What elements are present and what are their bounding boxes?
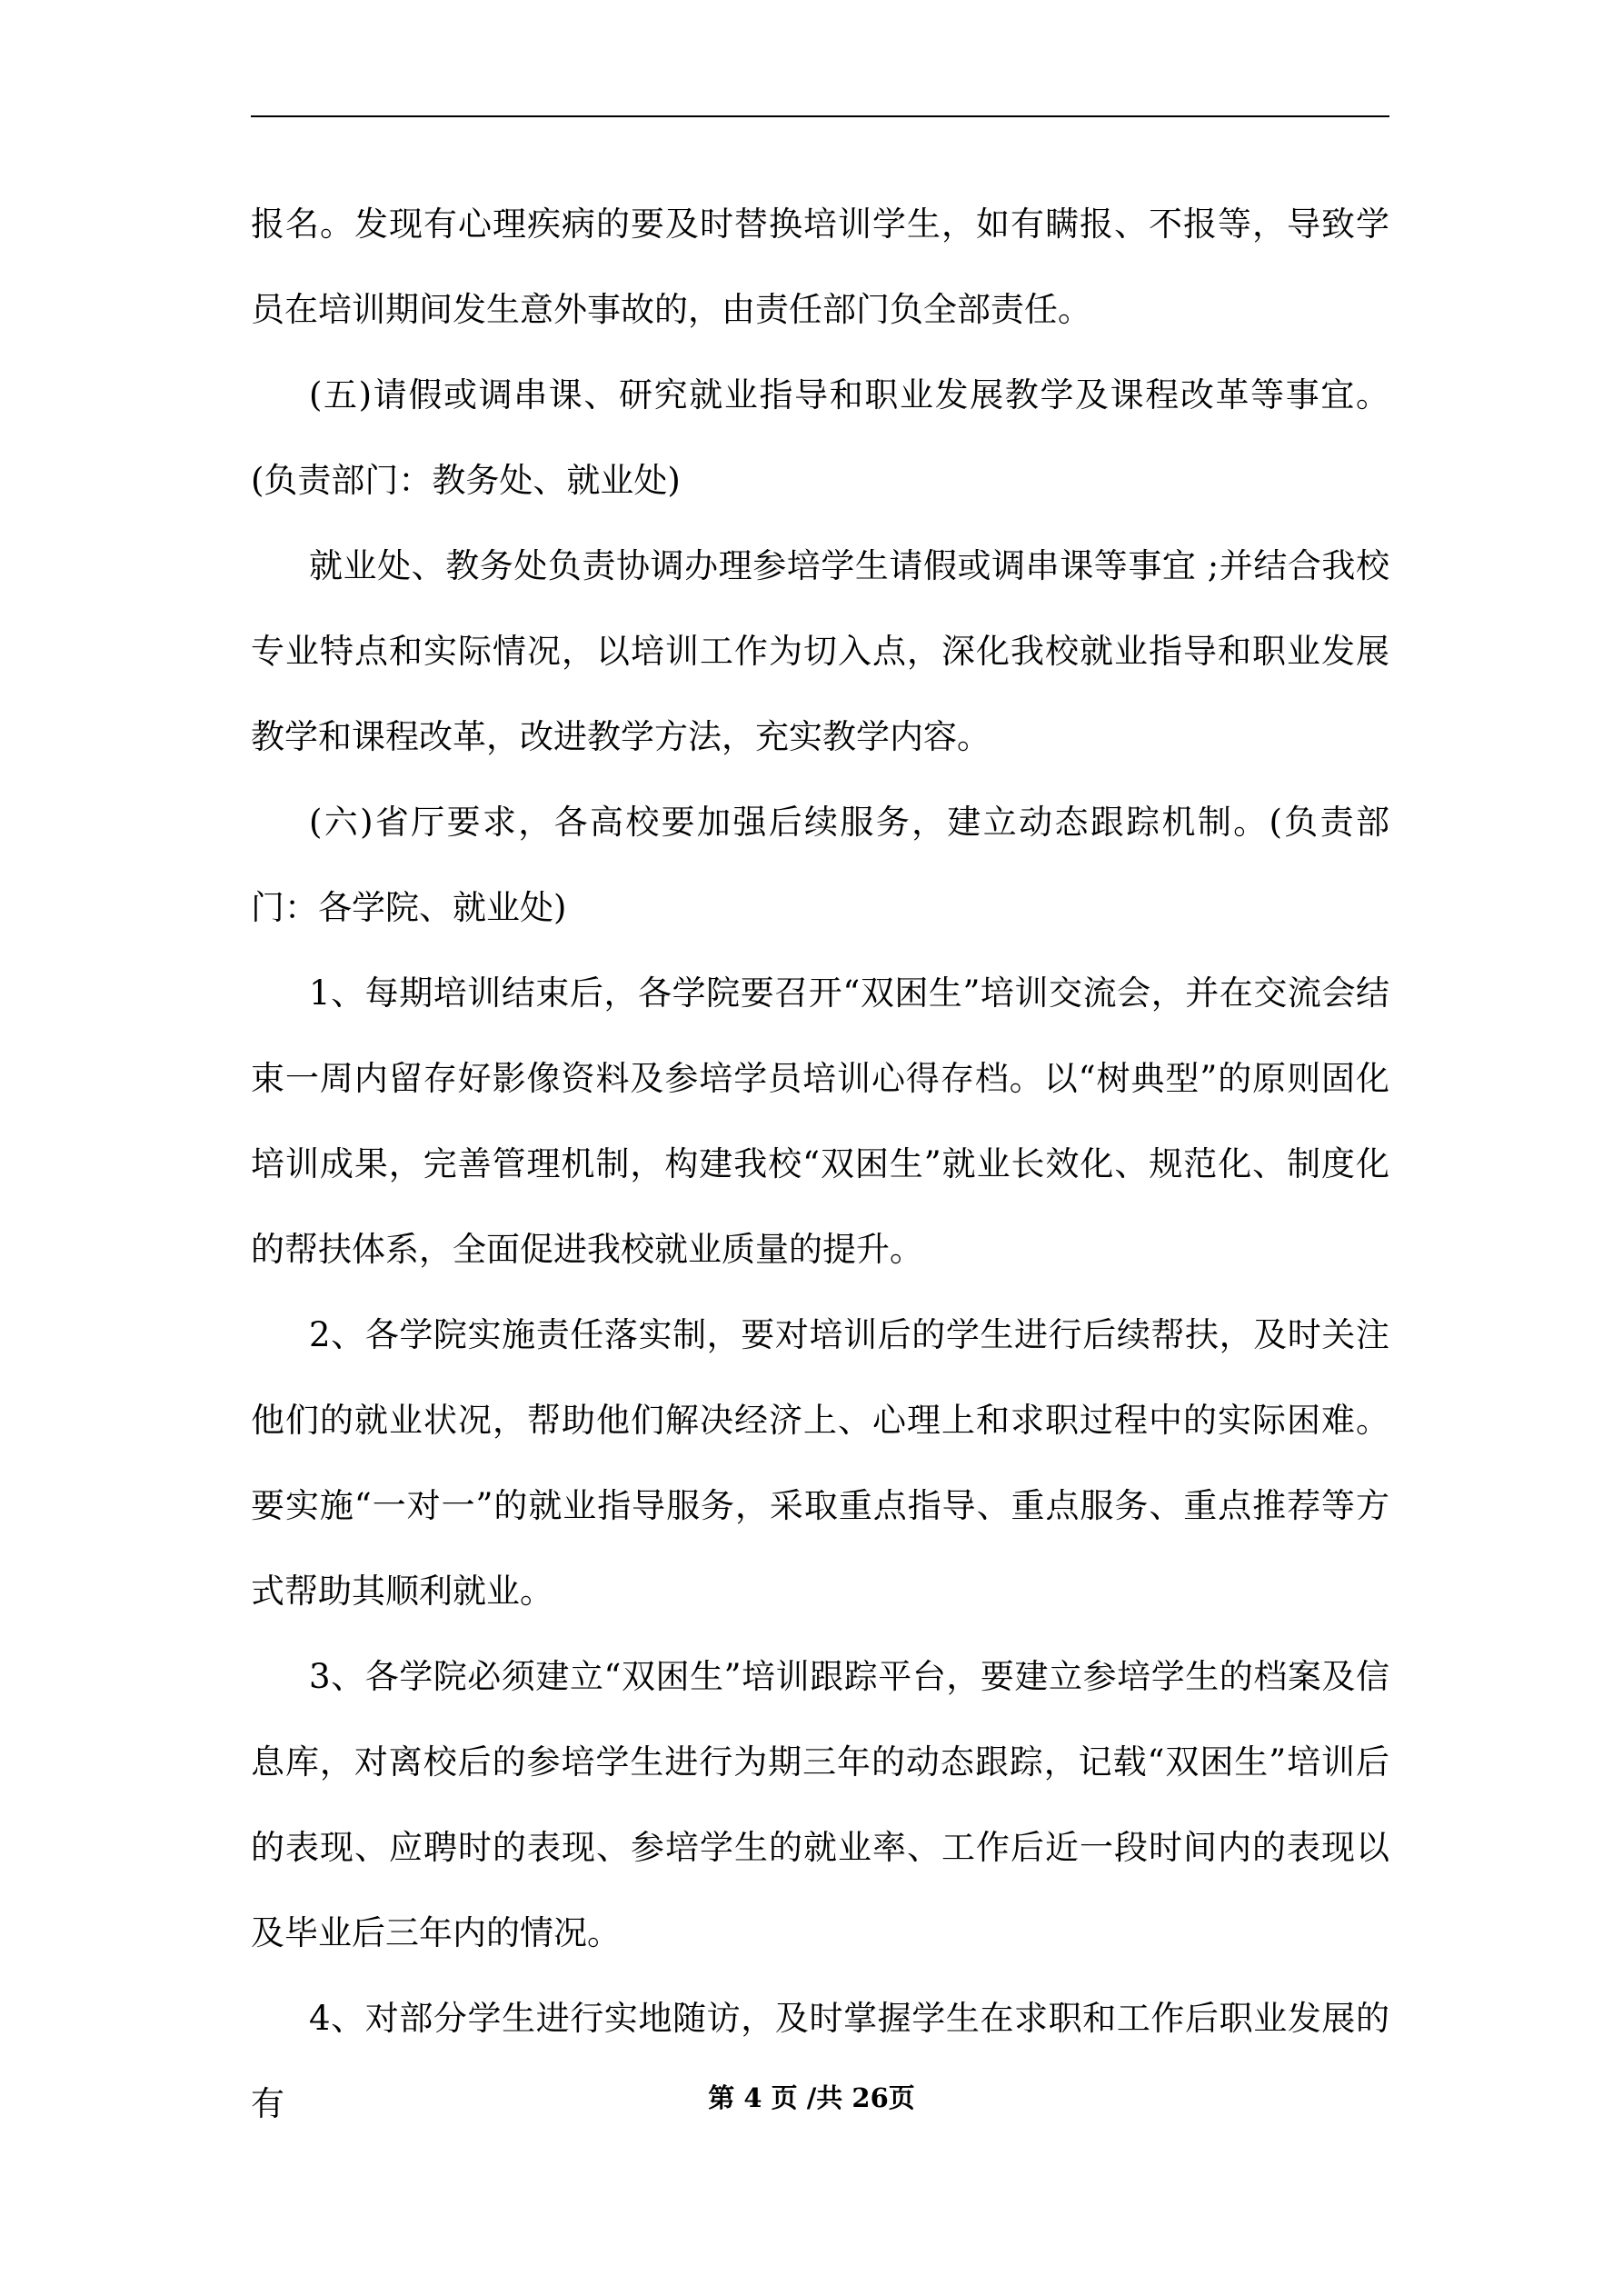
paragraph-5: 1、每期培训结束后，各学院要召开“双困生”培训交流会，并在交流会结束一周内留存好影像资料及参培学员培训心得存档。以“树典型”的原则固化培训成果，完善管理机制，构建我校“双困生”就业长效化、规范化、制度化的帮扶体系，全面促进我校就业质量的提升。 [251,973,1389,1269]
paragraph-3: 就业处、教务处负责协调办理参培学生请假或调串课等事宜 ;并结合我校专业特点和实际情况，以培训工作为切入点，深化我校就业指导和职业发展教学和课程改革，改进教学方法，充实教学内容。 [251,546,1389,756]
paragraph-7: 3、各学院必须建立“双困生”培训跟踪平台，要建立参培学生的档案及信息库，对离校后的参培学生进行为期三年的动态跟踪，记载“双困生”培训后的表现、应聘时的表现、参培学生的就业率、工作后近一段时间内的表现以及毕业后三年内的情况。 [251,1657,1389,1952]
header-rule [251,115,1389,117]
paragraph-6: 2、各学院实施责任落实制，要对培训后的学生进行后续帮扶，及时关注他们的就业状况，帮助他们解决经济上、心理上和求职过程中的实际困难。要实施“一对一”的就业指导服务，采取重点指导、重点服务、重点推荐等方式帮助其顺利就业。 [251,1315,1389,1611]
paragraph-1: 报名。发现有心理疾病的要及时替换培训学生，如有瞒报、不报等，导致学员在培训期间发生意外事故的，由责任部门负全部责任。 [251,205,1389,329]
page-footer: 第 4 页 /共 26页 [708,2082,915,2113]
paragraph-8: 4、对部分学生进行实地随访，及时掌握学生在求职和工作后职业发展的有 [251,1999,1389,2123]
paragraph-4: (六)省厅要求，各高校要加强后续服务，建立动态跟踪机制。(负责部门：各学院、就业处) [251,803,1389,927]
document-body [251,182,1389,2147]
paragraph-2: (五)请假或调串课、研究就业指导和职业发展教学及课程改革等事宜。(负责部门：教务处、就业处) [251,375,1389,500]
